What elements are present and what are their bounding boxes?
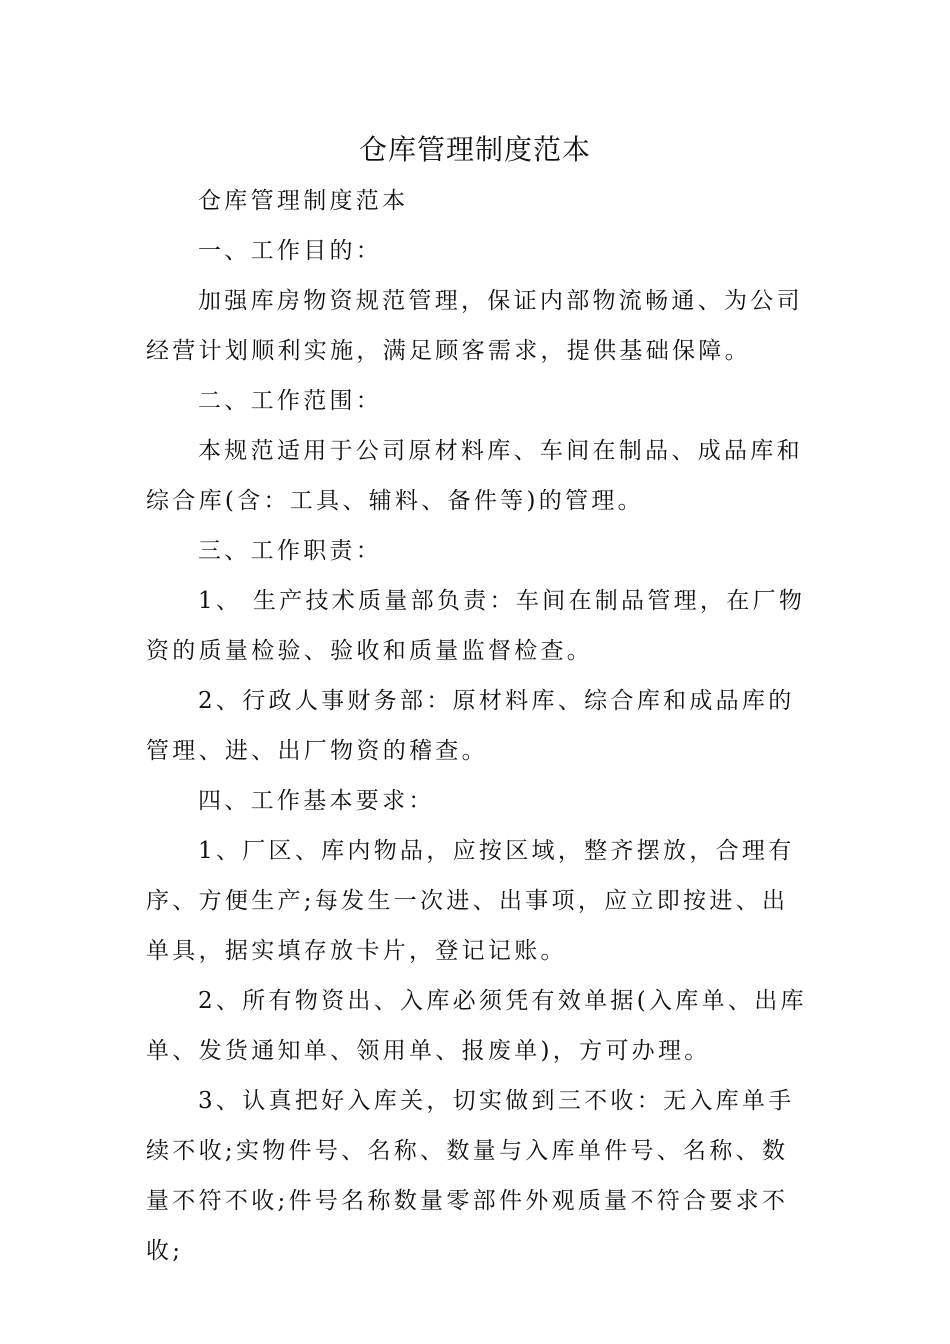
paragraph-purpose: 加强库房物资规范管理，保证内部物流畅通、为公司经营计划顺利实施，满足顾客需求，提供基础保障。 (146, 288, 803, 364)
paragraph-heading-repeat: 仓库管理制度范本 (198, 188, 409, 214)
paragraph-requirement-2: 2、所有物资出、入库必须凭有效单据(入库单、出库单、发货通知单、领用单、报废单)，方可办理。 (146, 988, 807, 1064)
section-heading-requirements: 四、工作基本要求： (198, 788, 435, 814)
section-heading-duties: 三、工作职责： (198, 538, 383, 564)
paragraph-scope: 本规范适用于公司原材料库、车间在制品、成品库和综合库(含：工具、辅料、备件等)的管理。 (146, 438, 803, 514)
section-heading-scope: 二、工作范围： (198, 388, 383, 414)
section-heading-purpose: 一、工作目的： (198, 238, 383, 264)
paragraph-duty-2: 2、行政人事财务部：原材料库、综合库和成品库的管理、进、出厂物资的稽查。 (146, 688, 795, 764)
document-body (146, 176, 808, 1276)
paragraph-duty-1: 1、 生产技术质量部负责：车间在制品管理，在厂物资的质量检验、验收和质量监督检查。 (146, 588, 806, 664)
paragraph-requirement-1: 1、厂区、库内物品，应按区域，整齐摆放，合理有序、方便生产;每发生一次进、出事项，应立即按进、出单具，据实填存放卡片，登记记账。 (146, 838, 795, 964)
document-title: 仓库管理制度范本 (358, 133, 591, 166)
paragraph-requirement-3: 3、认真把好入库关，切实做到三不收：无入库单手续不收;实物件号、名称、数量与入库单件号、名称、数量不符不收;件号名称数量零部件外观质量不符合要求不收; (146, 1088, 795, 1264)
